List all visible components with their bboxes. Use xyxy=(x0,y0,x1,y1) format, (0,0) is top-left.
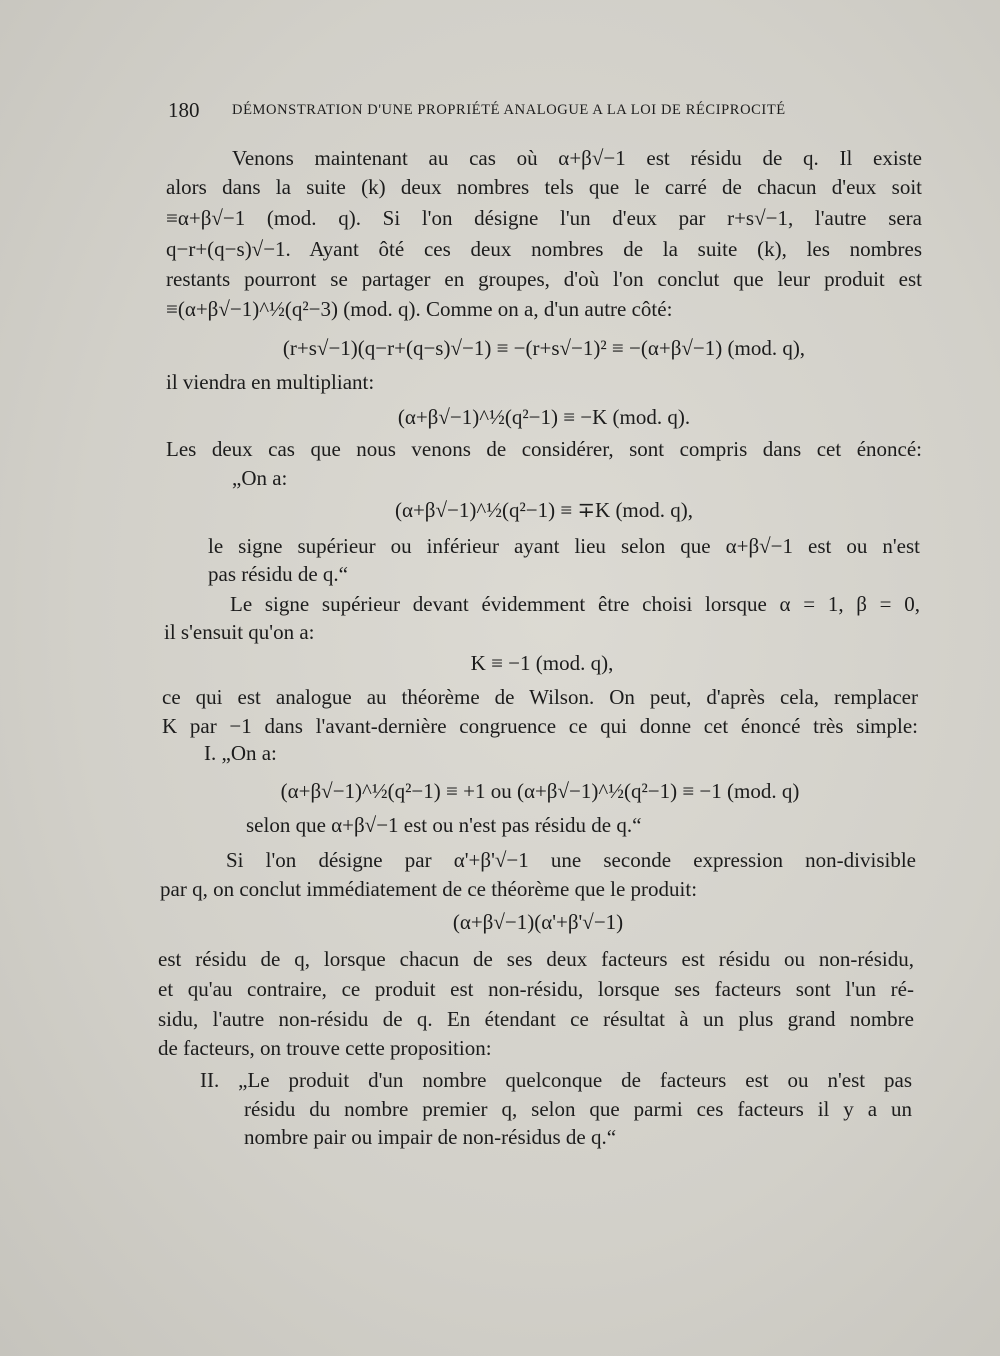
text-line: I. „On a: xyxy=(204,741,277,765)
display-equation: (α+β√−1)^½(q²−1) ≡ ∓K (mod. q), xyxy=(394,498,694,522)
text-line: pas résidu de q.“ xyxy=(208,562,348,586)
text-line: il s'ensuit qu'on a: xyxy=(164,620,315,644)
text-line: ≡(α+β√−1)^½(q²−3) (mod. q). Comme on a, d'un autre côté: xyxy=(166,297,673,321)
text-line: résidu du nombre premier q, selon que parmi ces facteurs il y a un xyxy=(244,1097,912,1121)
text-line: alors dans la suite (k) deux nombres tels que le carré de chacun d'eux soit xyxy=(166,175,922,199)
text-line: par q, on conclut immédiatement de ce théorème que le produit: xyxy=(160,877,698,901)
text-line: sidu, l'autre non-résidu de q. En étendant ce résultat à un plus grand nombre xyxy=(158,1007,914,1031)
text-line: „On a: xyxy=(232,466,288,490)
text-line: K par −1 dans l'avant-dernière congruence ce qui donne cet énoncé très simple: xyxy=(162,714,918,738)
display-equation: (α+β√−1)^½(q²−1) ≡ −K (mod. q). xyxy=(397,405,691,429)
text-line: restants pourront se partager en groupes, d'où l'on conclut que leur produit est xyxy=(166,267,922,291)
text-line: et qu'au contraire, ce produit est non-résidu, lorsque ses facteurs sont l'un ré- xyxy=(158,977,914,1001)
text-line: Venons maintenant au cas où α+β√−1 est résidu de q. Il existe xyxy=(232,146,922,170)
display-equation: (r+s√−1)(q−r+(q−s)√−1) ≡ −(r+s√−1)² ≡ −(α+β√−1) (mod. q), xyxy=(282,336,806,360)
display-equation: (α+β√−1)^½(q²−1) ≡ +1 ou (α+β√−1)^½(q²−1) ≡ −1 (mod. q) xyxy=(280,779,800,803)
text-line: de facteurs, on trouve cette proposition: xyxy=(158,1036,492,1060)
text-line: Si l'on désigne par α'+β'√−1 une seconde expression non-divisible xyxy=(226,848,916,872)
text-line: il viendra en multipliant: xyxy=(166,370,375,394)
page-number: 180 xyxy=(168,98,200,122)
running-title: DÉMONSTRATION D'UNE PROPRIÉTÉ ANALOGUE A LA LOI DE RÉCIPROCITÉ xyxy=(232,102,786,118)
text-line: q−r+(q−s)√−1. Ayant ôté ces deux nombres de la suite (k), les nombres xyxy=(166,237,922,261)
text-line: est résidu de q, lorsque chacun de ses deux facteurs est résidu ou non-résidu, xyxy=(158,947,914,971)
text-line: ce qui est analogue au théorème de Wilson. On peut, d'après cela, remplacer xyxy=(162,685,918,709)
text-line: ≡α+β√−1 (mod. q). Si l'on désigne l'un d'eux par r+s√−1, l'autre sera xyxy=(166,206,922,230)
text-line: Le signe supérieur devant évidemment être choisi lorsque α = 1, β = 0, xyxy=(230,592,920,616)
text-line: selon que α+β√−1 est ou n'est pas résidu de q.“ xyxy=(246,813,642,837)
text-line: nombre pair ou impair de non-résidus de q.“ xyxy=(244,1125,617,1149)
text-line: le signe supérieur ou inférieur ayant lieu selon que α+β√−1 est ou n'est xyxy=(208,534,920,558)
text-line: II. „Le produit d'un nombre quelconque de facteurs est ou n'est pas xyxy=(200,1068,912,1092)
text-line: Les deux cas que nous venons de considérer, sont compris dans cet énoncé: xyxy=(166,437,922,461)
display-equation: (α+β√−1)(α'+β'√−1) xyxy=(452,910,624,934)
display-equation: K ≡ −1 (mod. q), xyxy=(470,651,614,675)
